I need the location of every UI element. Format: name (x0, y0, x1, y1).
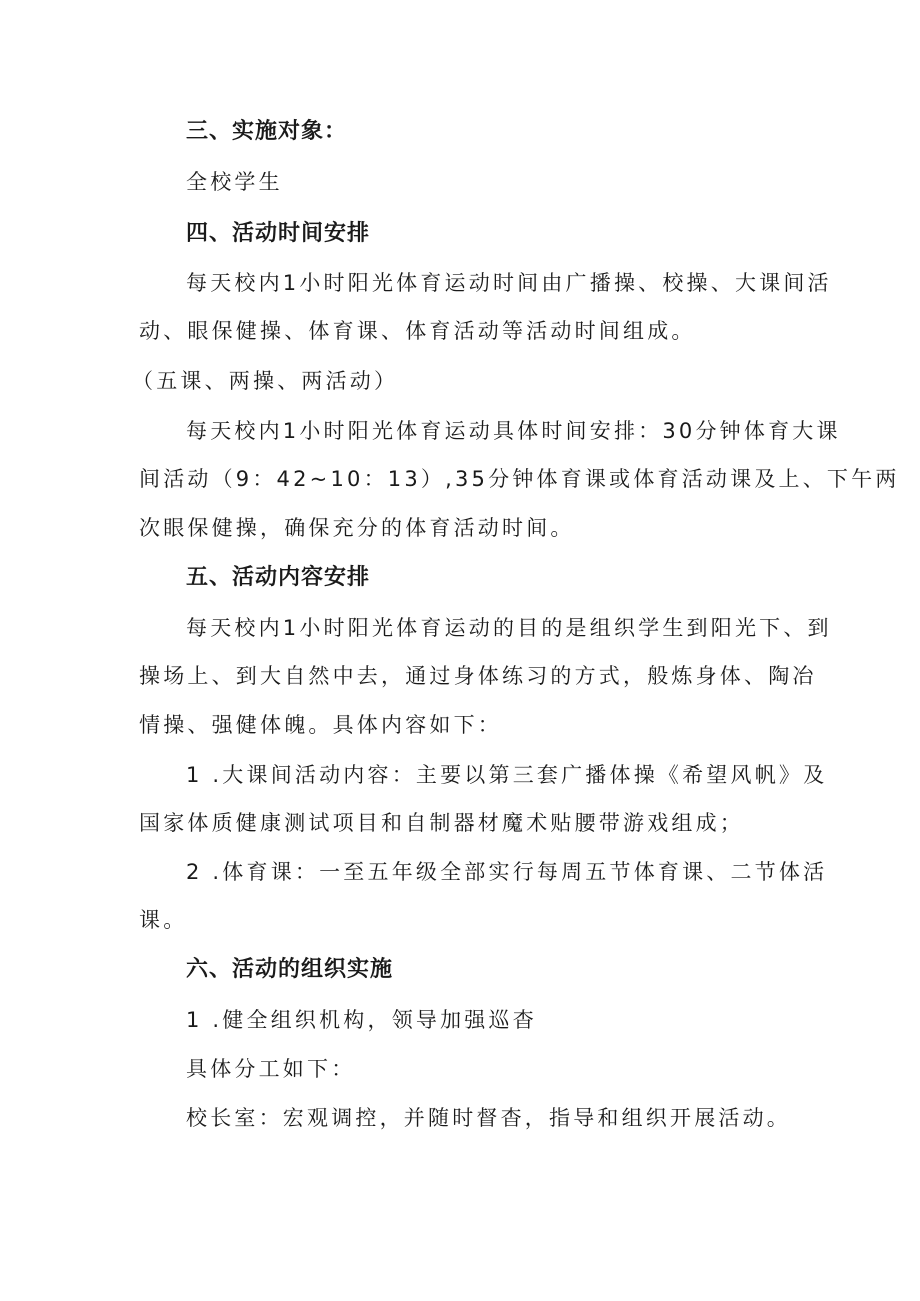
section-3-heading: 三、实施对象： (186, 119, 348, 144)
section-6-item-1: 1 .健全组织机构，领导加强巡杳 (186, 1008, 537, 1032)
section-6-line-3: 校长室：宏观调控，并随时督杳，指导和组织开展活动。 (186, 1106, 791, 1130)
section-4-paragraph-1-line-1: 每天校内1小时阳光体育运动时间由广播操、校操、大课间活 (186, 271, 832, 295)
section-5-paragraph-1-line-1: 每天校内1小时阳光体育运动的目的是组织学生到阳光下、到 (186, 616, 832, 640)
section-5-item-2-line-2: 课。 (139, 908, 188, 932)
section-4-paragraph-1-line-2: 动、眼保健操、体育课、体育活动等活动时间组成。 (139, 319, 696, 343)
section-4-paragraph-1-note: （五课、两操、两活动） (132, 369, 399, 393)
section-4-paragraph-2-line-3: 次眼保健操，确保充分的体育活动时间。 (139, 516, 575, 540)
section-6-heading: 六、活动的组织实施 (186, 957, 394, 982)
section-4-paragraph-2-line-2: 间活动（9：42~10：13）,35分钟体育课或体育活动课及上、下午两 (139, 467, 900, 491)
section-5-heading: 五、活动内容安排 (186, 565, 371, 590)
section-5-item-1-line-1: 1 .大课间活动内容：主要以第三套广播体操《希望风帆》及 (186, 763, 828, 787)
section-5-item-2-line-1: 2 .体育课：一至五年级全部实行每周五节体育课、二节体活 (186, 860, 828, 884)
section-5-paragraph-1-line-3: 情操、强健体魄。具体内容如下： (139, 713, 502, 737)
section-3-paragraph: 全校学生 (186, 170, 283, 194)
section-5-item-1-line-2: 国家体质健康测试项目和自制器材魔术贴腰带游戏组成； (139, 811, 744, 835)
section-5-paragraph-1-line-2: 操场上、到大自然中去，通过身体练习的方式，般炼身体、陶冶 (139, 664, 817, 688)
section-4-heading: 四、活动时间安排 (186, 221, 371, 246)
section-4-paragraph-2-line-1: 每天校内1小时阳光体育运动具体时间安排：30分钟体育大课 (186, 419, 841, 443)
section-6-line-2: 具体分工如下： (186, 1057, 356, 1081)
